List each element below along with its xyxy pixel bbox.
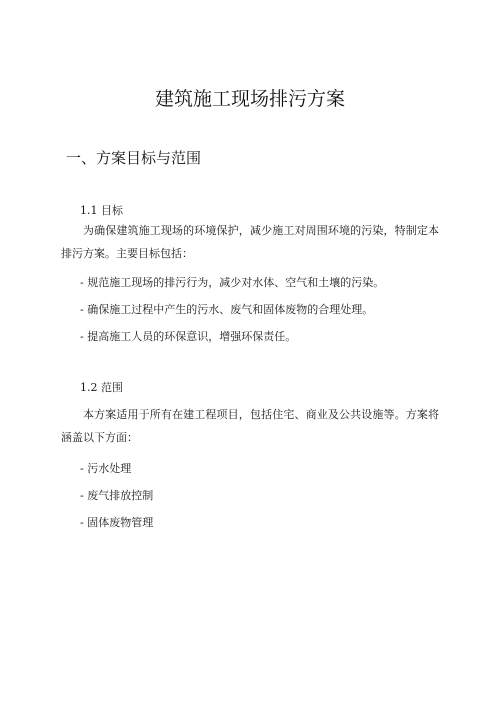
scope-list-item: - 固体废物管理	[80, 516, 154, 529]
document-title: 建筑施工现场排污方案	[154, 88, 345, 110]
subsection-heading-scope: 1.2 范围	[80, 381, 123, 394]
scope-list-item: - 污水处理	[80, 462, 132, 475]
goals-list-item: - 规范施工现场的排污行为，减少对水体、空气和土壤的污染。	[80, 276, 385, 289]
scope-list-item: - 废气排放控制	[80, 489, 154, 502]
scope-paragraph: 本方案适用于所有在建工程项目，包括住宅、商业及公共设施等。方案将涵盖以下方面：	[61, 408, 439, 444]
goals-list-item: - 提高施工人员的环保意识，增强环保责任。	[80, 330, 297, 343]
goals-paragraph: 为确保建筑施工现场的环境保护，减少施工对周围环境的污染，特制定本排污方案。主要目标包括：	[61, 224, 439, 260]
subsection-heading-goals: 1.1 目标	[80, 204, 123, 217]
section-heading: 一、方案目标与范围	[66, 149, 202, 167]
goals-list-item: - 确保施工过程中产生的污水、废气和固体废物的合理处理。	[80, 303, 374, 316]
